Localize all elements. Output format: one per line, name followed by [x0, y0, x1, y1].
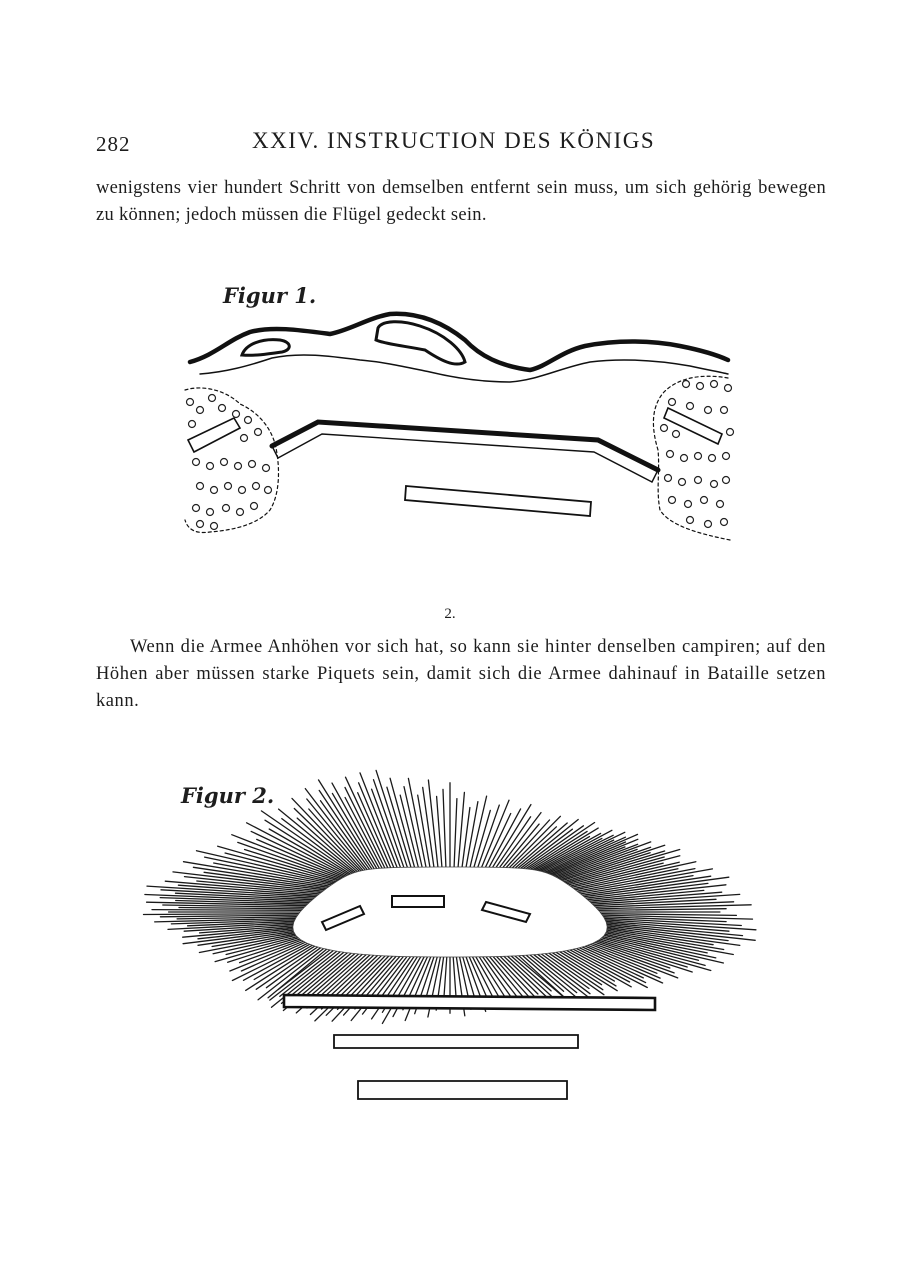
hachure-stroke: [230, 941, 303, 971]
hachure-stroke: [321, 801, 370, 870]
section-number: 2.: [444, 606, 456, 622]
hachure-stroke: [179, 908, 303, 909]
hill-plateau: [293, 867, 607, 957]
figure-1-label: Figur 1.: [223, 283, 317, 308]
page-number: 282: [96, 132, 131, 156]
hachure-stroke: [152, 910, 301, 911]
hachure-stroke: [428, 780, 438, 867]
picquet-2: [392, 896, 444, 907]
hachure-stroke: [309, 809, 363, 870]
hachure-stroke: [144, 914, 299, 915]
hachure-stroke: [400, 795, 418, 867]
paragraph-1: wenigstens vier hundert Schritt von demselben entfernt sein muss, um sich gehörig bewegen zu können; jedoch müssen die Flügel gedeckt sein.: [96, 178, 826, 225]
hill-hachures: [144, 770, 756, 1023]
hachure-stroke: [462, 808, 470, 868]
hachure-stroke: [405, 957, 431, 1021]
camp-line-2: [334, 1035, 578, 1048]
hachure-stroke: [443, 789, 446, 867]
hachure-stroke: [482, 800, 509, 867]
figure-2-label: Figur 2.: [181, 783, 275, 808]
hachure-stroke: [454, 799, 457, 867]
paragraph-2: Wenn die Armee Anhöhen vor sich hat, so kann sie hinter denselben campiren; auf den Höhen aber müssen starke Piquets sein, damit sich die Armee dahinauf in Bataille setzen kann.: [96, 637, 826, 711]
running-head: XXIV. INSTRUCTION DES KÖNIGS: [252, 128, 656, 153]
camp-line-3: [358, 1081, 567, 1099]
camp-line-1: [284, 995, 655, 1010]
